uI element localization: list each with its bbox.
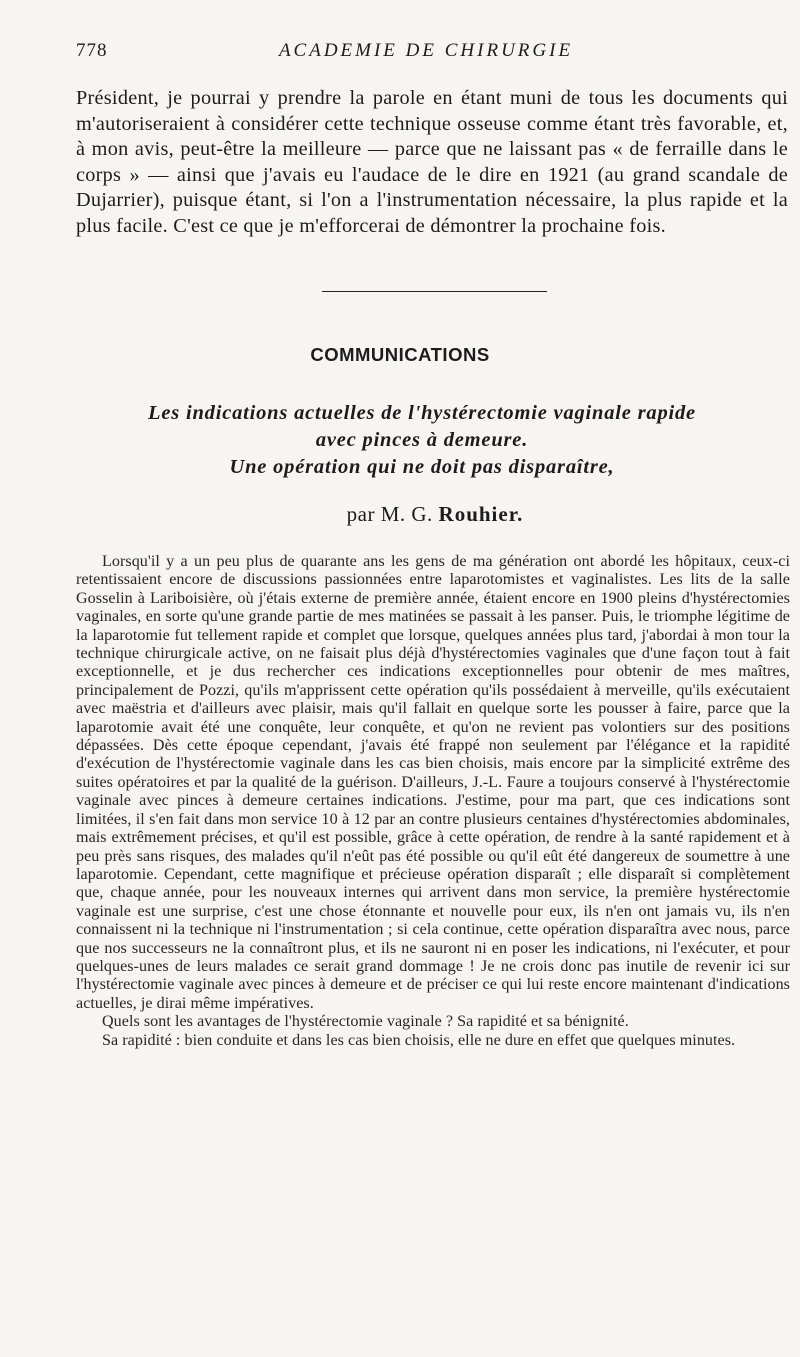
intro-text [76, 86, 788, 239]
running-title: ACADEMIE DE CHIRURGIE [278, 40, 574, 61]
byline [0, 502, 800, 527]
body-paragraph: Sa rapidité : bien conduite et dans les cas bien choisis, elle ne dure en effet que quelques minutes. [102, 1031, 736, 1049]
article-title [60, 400, 784, 481]
article-body [76, 553, 790, 1050]
section-heading: COMMUNICATIONS [310, 344, 490, 365]
byline-prefix: par M. G. [346, 502, 433, 526]
author-name: Rouhier. [438, 502, 524, 526]
body-paragraph: Quels sont les avantages de l'hystérectomie vaginale ? Sa rapidité et sa bénignité. [102, 1013, 629, 1031]
body-paragraph: Lorsqu'il y a un peu plus de quarante ans les gens de ma génération ont abordé les hôpitaux, ceux-ci retentissaient encore de discussions passionnées entre laparotomistes et vaginalistes. Les lits de la salle Gosselin à Lariboisière, où j'étais externe de première année, étaient encore en 1900 pleins d'hystérectomies vaginales, en sorte qu'une grande partie de mes matinées se passait à les panser. Puis, le triomphe légitime de la laparotomie fut tellement rapide et complet que lorsque, quelques années plus tard, j'abordai à mon tour la technique chirurgicale active, on ne faisait plus déjà d'hystérectomies vaginales que d'une façon tout à fait exceptionnelle, et je dus rechercher ces indications exceptionnelles pour obtenir de mes maîtres, principalement de Pozzi, qu'ils m'apprissent cette opération qu'ils possédaient à merveille, qu'ils exécutaient avec maëstria et d'ailleurs avec plaisir, mais qu'il fallait en quelque sorte les pousser à faire, parce que la laparotomie avait été une conquête, leur conquête, et qu'on ne revient pas volontiers sur des positions dépassées. Dès cette époque cependant, j'avais été frappé non seulement par l'élégance et la rapidité d'exécution de l'hystérectomie vaginale dans les cas bien choisis, mais encore par la simplicité extrême des suites opératoires et par la qualité de la guérison. D'ailleurs, J.-L. Faure a toujours conservé à l'hystérectomie vaginale avec pinces à demeure certaines indications. J'estime, pour ma part, que ces indications sont limitées, il s'en fait dans mon service 10 à 12 par an contre plusieurs centaines d'hystérectomies abdominales, mais extrêmement précises, et qu'il est possible, grâce à cette opération, de rendre à la santé rapidement et à peu près sans risques, des malades qu'il n'eût pas été possible ou qu'il eût été dangereux de soumettre à une laparotomie. Cependant, cette magnifique et précieuse opération disparaît ; elle disparaît si complètement que, chaque année, pour les nouveaux internes qui arrivent dans mon service, la première hystérectomie vaginale est une surprise, c'est une chose étonnante et nouvelle pour eux, ils n'en ont jamais vu, ils n'en connaissent ni la technique ni l'instrumentation ; si cela continue, cette opération disparaîtra avec nous, parce que nos successeurs ne la connaîtront plus, et ils ne sauront ni en poser les indications, ni l'exécuter, et pour quelques-unes de leurs malades ce serait grand dommage ! Je ne crois donc pas inutile de revenir ici sur l'hystérectomie vaginale avec pinces à demeure et de préciser ce qui lui reste encore maintenant d'indications actuelles, je dirai même impératives. [76, 553, 790, 1012]
article-title-line: Une opération qui ne doit pas disparaître, [229, 456, 615, 478]
article-title-line: Les indications actuelles de l'hystérectomie vaginale rapide [148, 402, 696, 424]
intro-paragraph: Président, je pourrai y prendre la parole en étant muni de tous les documents qui m'autoriseraient à considérer cette technique osseuse comme étant très favorable, et, à mon avis, peut-être la meilleure — parce que ne laissant pas « de ferraille dans le corps » — ainsi que j'avais eu l'audace de le dire en 1921 (au grand scandale de Dujarrier), puisque étant, si l'on a l'instrumentation nécessaire, la plus rapide et la plus facile. C'est ce que je m'efforcerai de démontrer la prochaine fois. [76, 87, 788, 237]
page-number: 778 [76, 40, 108, 61]
separator-rule [322, 291, 547, 292]
page-header [76, 40, 776, 68]
article-title-line: avec pinces à demeure. [315, 429, 529, 451]
